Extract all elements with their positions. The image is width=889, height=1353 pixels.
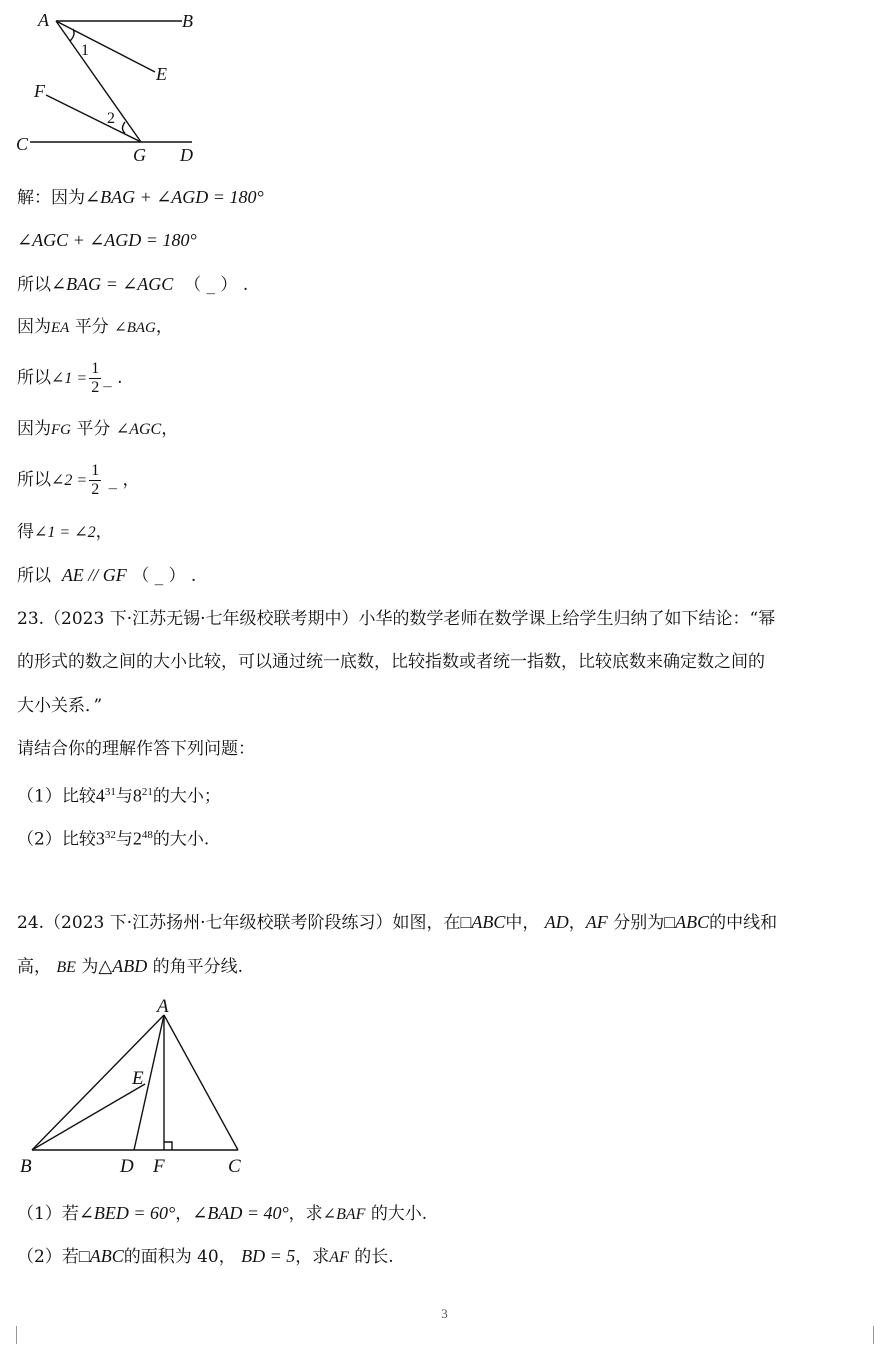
text: ，	[568, 913, 586, 933]
math: AF	[585, 912, 608, 932]
label-c: C	[228, 1156, 241, 1177]
base: 2	[132, 828, 142, 849]
text: 24.（2023 下·江苏扬州·七年级校联考阶段练习）如图，在	[17, 913, 461, 933]
exponent: 32	[104, 829, 116, 841]
math: □ABC	[664, 912, 710, 932]
label-e: E	[156, 64, 167, 84]
label-a: A	[157, 996, 169, 1017]
label-f: F	[153, 1156, 165, 1177]
triangle-figure	[12, 990, 262, 1180]
math: ∠BED = 60°	[78, 1203, 176, 1223]
text: ，求	[295, 1247, 330, 1267]
exponent: 48	[141, 829, 153, 841]
math: ∠2 =	[51, 472, 88, 489]
denominator: 2	[91, 481, 100, 498]
text: 因为	[17, 317, 51, 337]
text: 中，	[505, 913, 540, 933]
solution-line-2	[17, 228, 197, 253]
label-c: C	[16, 134, 29, 154]
blank: （ _ ） .	[132, 566, 197, 586]
math: ∠AGC + ∠AGD = 180°	[17, 230, 197, 250]
text: 解：因为	[17, 188, 85, 208]
blank: _ ，	[108, 470, 140, 490]
text: ，	[161, 419, 179, 439]
label-b: B	[20, 1156, 32, 1177]
text: 的长.	[354, 1247, 394, 1267]
text: （1）若	[17, 1204, 79, 1224]
text: 平分	[69, 317, 115, 337]
text: 的大小.	[152, 829, 210, 850]
math: AE // GF	[61, 565, 127, 585]
math: FG	[51, 422, 71, 438]
text: 23.（2023 下·江苏无锡·七年级校联考期中）小华的数学老师在数学课上给学生归纳了如下结论：“幂	[17, 609, 776, 629]
fraction-half	[89, 462, 101, 499]
q24-line-2	[17, 954, 243, 980]
math: ∠BAG = ∠AGC	[51, 274, 174, 294]
blank: （ _ ） .	[184, 275, 249, 295]
text: （1）比较	[17, 786, 96, 807]
math: BD = 5	[241, 1246, 296, 1266]
margin-mark-left	[16, 1326, 17, 1344]
text: 的大小；	[152, 786, 221, 807]
solution-line-1	[17, 185, 264, 210]
text: 所以	[17, 275, 51, 295]
page-number: 3	[441, 1306, 448, 1321]
solution-line-6	[17, 417, 178, 442]
solution-line-8	[17, 520, 113, 545]
text: ，求	[288, 1204, 323, 1224]
label-e: E	[132, 1068, 144, 1089]
q23-part-1	[17, 780, 221, 809]
math: ∠AGC	[115, 421, 162, 438]
segment-be	[32, 1084, 145, 1150]
base: 8	[132, 785, 142, 806]
text: （2）若	[17, 1247, 79, 1267]
text: ，	[95, 522, 113, 542]
q23-line-3	[17, 694, 102, 718]
text: 得	[17, 522, 34, 542]
math: BE	[56, 959, 76, 976]
text: （2）比较	[17, 829, 96, 850]
text: 与	[115, 786, 133, 807]
label-d: D	[120, 1156, 134, 1177]
text: ，	[175, 1204, 193, 1224]
math: AF	[329, 1249, 349, 1266]
angle-1-arc	[70, 29, 74, 41]
segment-fg	[46, 95, 141, 142]
segment-ag	[56, 21, 141, 142]
numerator: 1	[91, 360, 100, 377]
math: EA	[51, 320, 70, 336]
solution-line-7	[17, 458, 140, 503]
numerator: 1	[91, 462, 100, 479]
segment-ab	[32, 1015, 164, 1150]
text: 的面积为 40，	[123, 1247, 236, 1267]
label-f: F	[34, 81, 45, 101]
solution-line-9	[17, 563, 196, 588]
blank: _ .	[103, 368, 123, 388]
label-g: G	[133, 145, 146, 165]
label-angle-1: 1	[81, 42, 89, 59]
text: ，	[155, 317, 173, 337]
margin-mark-right	[873, 1326, 874, 1344]
q23-part-2	[17, 823, 209, 852]
label-d: D	[180, 145, 193, 165]
math: ∠BAD = 40°	[192, 1203, 289, 1223]
q23-line-2	[17, 650, 765, 674]
exponent: 31	[104, 786, 116, 798]
math: ∠BAG + ∠AGD = 180°	[85, 187, 264, 207]
math: ∠BAG	[114, 320, 156, 336]
text: 请结合你的理解作答下列问题：	[17, 739, 255, 759]
math: ∠BAF	[322, 1206, 366, 1223]
base: 4	[95, 785, 105, 806]
segment-ac	[164, 1015, 238, 1150]
label-angle-2: 2	[107, 110, 115, 127]
denominator: 2	[91, 379, 100, 396]
q23-line-4	[17, 737, 255, 761]
angle-2-arc	[123, 122, 126, 133]
q23-line-1	[17, 607, 775, 631]
text: 为	[81, 957, 99, 977]
text: 所以	[17, 470, 51, 490]
label-a: A	[38, 10, 49, 30]
text: 的形式的数之间的大小比较，可以通过统一底数，比较指数或者统一指数，比较底数来确定数之间的	[17, 652, 765, 672]
text: 因为	[17, 419, 51, 439]
text: 高，	[17, 957, 51, 977]
text: 大小关系．”	[17, 696, 103, 716]
fraction-half	[89, 360, 101, 397]
label-b: B	[182, 11, 193, 31]
text: 分别为	[613, 913, 665, 933]
q24-line-1	[17, 910, 777, 935]
solution-line-4	[17, 315, 173, 340]
math: ∠1 =	[51, 370, 88, 387]
text: 的中线和	[709, 913, 778, 933]
text: 平分	[71, 419, 116, 439]
q24-part-1	[17, 1201, 427, 1227]
math: ∠1 = ∠2	[34, 524, 96, 541]
exponent: 21	[141, 786, 153, 798]
math: AD	[544, 912, 569, 932]
text: 的角平分线.	[152, 957, 244, 977]
base: 3	[95, 828, 105, 849]
solution-line-5	[17, 356, 123, 401]
segment-ae	[56, 21, 155, 72]
parallel-lines-figure	[10, 5, 210, 170]
math: □ABC	[78, 1246, 124, 1266]
right-angle-mark	[164, 1142, 172, 1150]
solution-line-3	[17, 272, 248, 297]
q24-part-2	[17, 1244, 394, 1270]
text: 所以	[17, 566, 51, 586]
text: 所以	[17, 368, 51, 388]
math: □ABC	[460, 912, 506, 932]
math: △ABD	[98, 956, 148, 976]
text: 与	[115, 829, 133, 850]
text: 的大小.	[370, 1204, 428, 1224]
